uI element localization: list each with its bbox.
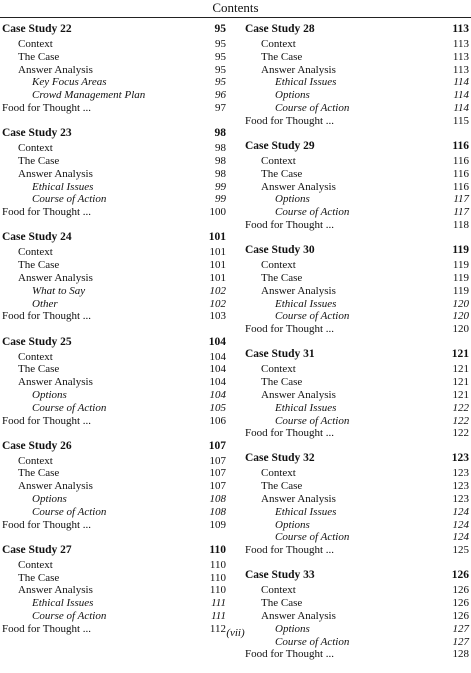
entry-label: Answer Analysis — [261, 610, 336, 623]
toc-case-heading[interactable] — [245, 451, 469, 466]
entry-page-number: 107 — [209, 454, 226, 467]
toc-entry[interactable] — [245, 38, 469, 51]
entry-page-number: 112 — [209, 622, 226, 635]
entry-label: Food for Thought ... — [245, 427, 335, 440]
toc-case-study — [245, 22, 469, 128]
entry-label: Food for Thought ... — [2, 101, 92, 114]
entry-label: Key Focus Areas — [32, 76, 107, 89]
case-title: Case Study 32 — [245, 452, 315, 465]
entry-label: Context — [261, 259, 296, 272]
toc-entry[interactable] — [2, 246, 226, 259]
entry-label: The Case — [261, 376, 303, 389]
entry-label: Answer Analysis — [18, 584, 93, 597]
entry-label: Course of Action — [275, 635, 350, 648]
entry-label: Course of Action — [32, 610, 107, 623]
case-page-number: 119 — [452, 244, 469, 257]
entry-label: The Case — [261, 50, 303, 63]
entry-page-number: 105 — [209, 401, 226, 414]
entry-page-number: 123 — [452, 467, 469, 480]
toc-case-heading[interactable] — [2, 22, 226, 37]
toc-entry[interactable] — [2, 64, 226, 77]
entry-label: Answer Analysis — [18, 167, 93, 180]
toc-entry[interactable] — [2, 519, 226, 532]
page-header — [0, 0, 471, 18]
toc-entry[interactable] — [2, 415, 226, 428]
entry-label: Course of Action — [32, 193, 107, 206]
entry-page-number: 116 — [452, 154, 469, 167]
entry-label: Answer Analysis — [18, 480, 93, 493]
toc-entry[interactable] — [245, 610, 469, 623]
toc-case-study — [245, 451, 469, 557]
toc-entry[interactable] — [245, 519, 469, 532]
case-page-number: 98 — [214, 127, 226, 140]
entry-label: Ethical Issues — [275, 505, 337, 518]
entry-page-number: 128 — [452, 648, 469, 661]
entry-page-number: 106 — [209, 414, 226, 427]
entry-page-number: 95 — [215, 76, 226, 89]
entry-label: Course of Action — [32, 401, 107, 414]
toc-entry[interactable] — [245, 102, 469, 115]
entry-label: The Case — [261, 480, 303, 493]
toc-entry[interactable] — [245, 648, 469, 661]
toc-entry[interactable] — [245, 493, 469, 506]
entry-page-number: 100 — [209, 206, 226, 219]
entry-label: Context — [18, 454, 53, 467]
toc-entry[interactable] — [245, 531, 469, 544]
toc-case-heading[interactable] — [2, 543, 226, 558]
entry-label: The Case — [18, 50, 60, 63]
toc-case-heading[interactable] — [2, 230, 226, 245]
toc-entry[interactable] — [2, 142, 226, 155]
case-page-number: 123 — [451, 452, 469, 465]
toc-entry[interactable] — [245, 310, 469, 323]
entry-label: Ethical Issues — [275, 401, 337, 414]
page-number: (vii) — [226, 627, 245, 639]
toc-entry[interactable] — [245, 64, 469, 77]
entry-page-number: 120 — [452, 310, 469, 323]
toc-entry[interactable] — [245, 193, 469, 206]
case-title: Case Study 24 — [2, 231, 72, 244]
entry-label: Options — [275, 89, 310, 102]
entry-label: The Case — [18, 467, 60, 480]
entry-page-number: 107 — [209, 480, 226, 493]
toc-case-study — [245, 347, 469, 440]
entry-page-number: 126 — [452, 610, 469, 623]
entry-label: The Case — [261, 167, 303, 180]
entry-page-number: 99 — [215, 193, 226, 206]
entry-label: Options — [32, 493, 67, 506]
entry-page-number: 107 — [209, 467, 226, 480]
toc-entry[interactable] — [245, 544, 469, 557]
entry-page-number: 110 — [209, 584, 226, 597]
entry-label: Food for Thought ... — [245, 114, 335, 127]
case-title: Case Study 28 — [245, 23, 315, 35]
toc-case-heading[interactable] — [2, 126, 226, 141]
entry-page-number: 113 — [452, 63, 469, 76]
entry-label: Options — [275, 518, 310, 531]
toc-entry[interactable] — [245, 219, 469, 232]
entry-label: Context — [261, 584, 296, 597]
entry-page-number: 121 — [452, 388, 469, 401]
toc-case-heading[interactable] — [245, 22, 469, 37]
toc-entry[interactable] — [2, 610, 226, 623]
toc-case-heading[interactable] — [2, 335, 226, 350]
entry-page-number: 126 — [452, 597, 469, 610]
entry-page-number: 126 — [452, 584, 469, 597]
entry-page-number: 108 — [209, 505, 226, 518]
entry-page-number: 122 — [452, 401, 469, 414]
toc-case-heading[interactable] — [245, 243, 469, 258]
toc-entry[interactable] — [2, 89, 226, 102]
entry-page-number: 104 — [209, 376, 226, 389]
entry-label: The Case — [261, 597, 303, 610]
entry-page-number: 109 — [209, 518, 226, 531]
toc-entry[interactable] — [2, 455, 226, 468]
entry-label: The Case — [18, 571, 60, 584]
entry-page-number: 114 — [453, 89, 469, 102]
entry-page-number: 98 — [215, 167, 226, 180]
toc-entry[interactable] — [2, 402, 226, 415]
entry-label: The Case — [261, 271, 303, 284]
entry-label: Context — [18, 38, 53, 50]
toc-entry[interactable] — [2, 285, 226, 298]
toc-entry[interactable] — [2, 351, 226, 364]
toc-entry[interactable] — [2, 597, 226, 610]
entry-page-number: 113 — [452, 38, 469, 50]
entry-page-number: 123 — [452, 493, 469, 506]
header-title: Contents — [212, 0, 259, 15]
entry-label: Options — [275, 622, 310, 635]
toc-entry[interactable] — [2, 168, 226, 181]
toc-entry[interactable] — [2, 389, 226, 402]
entry-page-number: 114 — [453, 76, 469, 89]
case-page-number: 116 — [452, 139, 469, 152]
toc-entry[interactable] — [2, 193, 226, 206]
entry-label: Answer Analysis — [18, 63, 93, 76]
entry-label: The Case — [18, 363, 60, 376]
toc-entry[interactable] — [2, 298, 226, 311]
toc-entry[interactable] — [245, 376, 469, 389]
toc-entry[interactable] — [245, 168, 469, 181]
toc-entry[interactable] — [2, 155, 226, 168]
entry-label: Options — [32, 388, 67, 401]
entry-page-number: 124 — [452, 518, 469, 531]
case-title: Case Study 25 — [2, 335, 72, 348]
entry-page-number: 116 — [452, 180, 469, 193]
toc-entry[interactable] — [2, 310, 226, 323]
entry-label: Food for Thought ... — [2, 622, 92, 635]
case-title: Case Study 23 — [2, 127, 72, 140]
entry-label: Ethical Issues — [275, 297, 337, 310]
toc-case-heading[interactable] — [245, 347, 469, 362]
entry-page-number: 101 — [209, 271, 226, 284]
entry-label: Answer Analysis — [261, 63, 336, 76]
toc-case-heading[interactable] — [245, 139, 469, 154]
entry-page-number: 95 — [215, 63, 226, 76]
entry-label: Food for Thought ... — [2, 310, 92, 323]
entry-page-number: 104 — [209, 363, 226, 376]
toc-entry[interactable] — [245, 206, 469, 219]
entry-page-number: 113 — [452, 50, 469, 63]
case-title: Case Study 30 — [245, 244, 315, 257]
entry-page-number: 101 — [209, 246, 226, 259]
toc-entry[interactable] — [245, 506, 469, 519]
entry-page-number: 119 — [452, 284, 469, 297]
toc-entry[interactable] — [245, 155, 469, 168]
toc-case-study — [245, 568, 469, 661]
entry-label: Food for Thought ... — [245, 648, 335, 661]
entry-label: Answer Analysis — [261, 493, 336, 506]
entry-page-number: 121 — [452, 376, 469, 389]
entry-page-number: 103 — [209, 310, 226, 323]
entry-label: Answer Analysis — [261, 180, 336, 193]
toc-entry[interactable] — [245, 115, 469, 128]
toc-entry[interactable] — [245, 272, 469, 285]
toc-entry[interactable] — [245, 584, 469, 597]
entry-page-number: 101 — [209, 259, 226, 272]
toc-entry[interactable] — [245, 298, 469, 311]
entry-page-number: 120 — [452, 297, 469, 310]
toc-entry[interactable] — [2, 480, 226, 493]
entry-page-number: 104 — [209, 350, 226, 363]
toc-entry[interactable] — [2, 559, 226, 572]
entry-page-number: 119 — [452, 259, 469, 272]
toc-column-left — [2, 22, 226, 647]
entry-label: Food for Thought ... — [2, 518, 92, 531]
toc-entry[interactable] — [2, 467, 226, 480]
toc-entry[interactable] — [245, 415, 469, 428]
entry-page-number: 122 — [452, 427, 469, 440]
entry-page-number: 102 — [209, 284, 226, 297]
entry-label: The Case — [18, 154, 60, 167]
case-page-number: 121 — [451, 348, 469, 361]
entry-label: Answer Analysis — [261, 388, 336, 401]
entry-page-number: 108 — [209, 493, 226, 506]
entry-page-number: 97 — [215, 101, 226, 114]
case-title: Case Study 33 — [245, 569, 315, 582]
toc-entry[interactable] — [245, 259, 469, 272]
toc-entry[interactable] — [245, 480, 469, 493]
entry-page-number: 95 — [215, 50, 226, 63]
toc-case-study — [245, 243, 469, 336]
toc-entry[interactable] — [245, 597, 469, 610]
entry-page-number: 125 — [452, 544, 469, 557]
entry-page-number: 119 — [452, 271, 469, 284]
entry-label: Food for Thought ... — [245, 218, 335, 231]
toc-entry[interactable] — [2, 272, 226, 285]
toc-entry[interactable] — [2, 363, 226, 376]
entry-label: Ethical Issues — [275, 76, 337, 89]
toc-case-study — [2, 126, 226, 219]
entry-label: Course of Action — [275, 414, 350, 427]
entry-page-number: 117 — [453, 206, 469, 219]
case-title: Case Study 29 — [245, 139, 315, 152]
entry-label: What to Say — [32, 284, 86, 297]
toc-case-study — [2, 335, 226, 428]
toc-entry[interactable] — [2, 259, 226, 272]
entry-page-number: 124 — [452, 531, 469, 544]
toc-case-study — [2, 230, 226, 323]
entry-label: Food for Thought ... — [2, 414, 92, 427]
entry-page-number: 114 — [453, 101, 469, 114]
entry-page-number: 99 — [215, 180, 226, 193]
toc-entry[interactable] — [2, 38, 226, 51]
toc-entry[interactable] — [2, 206, 226, 219]
entry-page-number: 116 — [452, 167, 469, 180]
entry-label: Context — [18, 350, 53, 363]
toc-entry[interactable] — [2, 181, 226, 194]
entry-page-number: 98 — [215, 154, 226, 167]
entry-label: Food for Thought ... — [245, 544, 335, 557]
toc-case-heading[interactable] — [245, 568, 469, 583]
entry-label: Context — [261, 38, 296, 50]
entry-label: Options — [275, 193, 310, 206]
entry-page-number: 104 — [209, 388, 226, 401]
toc-entry[interactable] — [245, 363, 469, 376]
entry-label: Ethical Issues — [32, 597, 94, 610]
entry-label: Course of Action — [275, 531, 350, 544]
entry-page-number: 120 — [452, 323, 469, 336]
case-page-number: 104 — [208, 335, 226, 348]
entry-page-number: 111 — [211, 597, 226, 610]
toc-case-study — [245, 139, 469, 232]
toc-case-study — [2, 439, 226, 532]
toc-entry[interactable] — [245, 467, 469, 480]
entry-label: The Case — [18, 259, 60, 272]
toc-entry[interactable] — [245, 181, 469, 194]
entry-label: Other — [32, 297, 58, 310]
entry-page-number: 127 — [452, 635, 469, 648]
entry-page-number: 110 — [209, 558, 226, 571]
entry-page-number: 127 — [452, 622, 469, 635]
case-title: Case Study 26 — [2, 439, 72, 452]
entry-label: Context — [261, 363, 296, 376]
toc-entry[interactable] — [245, 323, 469, 336]
toc-case-study — [2, 543, 226, 636]
entry-page-number: 124 — [452, 505, 469, 518]
toc-entry[interactable] — [2, 102, 226, 115]
case-page-number: 107 — [208, 439, 226, 452]
toc-entry[interactable] — [245, 76, 469, 89]
toc-entry[interactable] — [2, 76, 226, 89]
entry-label: Answer Analysis — [261, 284, 336, 297]
entry-label: Context — [261, 467, 296, 480]
entry-label: Food for Thought ... — [2, 206, 92, 219]
entry-label: Course of Action — [32, 505, 107, 518]
case-page-number: 101 — [208, 231, 226, 244]
entry-label: Crowd Management Plan — [32, 89, 146, 102]
entry-page-number: 122 — [452, 414, 469, 427]
toc-entry[interactable] — [2, 572, 226, 585]
case-page-number: 126 — [451, 569, 469, 582]
entry-page-number: 102 — [209, 297, 226, 310]
entry-label: Ethical Issues — [32, 180, 94, 193]
entry-page-number: 115 — [452, 114, 469, 127]
entry-label: Course of Action — [275, 310, 350, 323]
toc-entry[interactable] — [245, 427, 469, 440]
entry-label: Course of Action — [275, 206, 350, 219]
toc-case-study — [2, 22, 226, 115]
case-title: Case Study 22 — [2, 23, 72, 35]
entry-page-number: 118 — [452, 218, 469, 231]
toc-entry[interactable] — [245, 51, 469, 64]
entry-label: Context — [18, 558, 53, 571]
entry-page-number: 117 — [453, 193, 469, 206]
entry-label: Context — [18, 142, 53, 155]
entry-label: Course of Action — [275, 101, 350, 114]
entry-label: Answer Analysis — [18, 271, 93, 284]
entry-page-number: 111 — [211, 610, 226, 623]
toc-entry[interactable] — [245, 389, 469, 402]
toc-column-right — [245, 22, 469, 673]
case-page-number: 95 — [214, 23, 226, 35]
entry-page-number: 110 — [209, 571, 226, 584]
toc-entry[interactable] — [2, 506, 226, 519]
toc-entry[interactable] — [2, 376, 226, 389]
entry-label: Food for Thought ... — [245, 323, 335, 336]
entry-label: Context — [18, 246, 53, 259]
toc-entry[interactable] — [2, 51, 226, 64]
entry-label: Context — [261, 154, 296, 167]
toc-entry[interactable] — [2, 493, 226, 506]
case-page-number: 110 — [209, 543, 226, 556]
case-title: Case Study 31 — [245, 348, 315, 361]
entry-page-number: 123 — [452, 480, 469, 493]
entry-label: Answer Analysis — [18, 376, 93, 389]
entry-page-number: 98 — [215, 142, 226, 155]
entry-page-number: 95 — [215, 38, 226, 50]
toc-entry[interactable] — [2, 584, 226, 597]
toc-entry[interactable] — [245, 285, 469, 298]
case-page-number: 113 — [452, 23, 469, 35]
entry-page-number: 96 — [215, 89, 226, 102]
case-title: Case Study 27 — [2, 543, 72, 556]
toc-case-heading[interactable] — [2, 439, 226, 454]
toc-entry[interactable] — [245, 89, 469, 102]
entry-page-number: 121 — [452, 363, 469, 376]
toc-entry[interactable] — [245, 402, 469, 415]
